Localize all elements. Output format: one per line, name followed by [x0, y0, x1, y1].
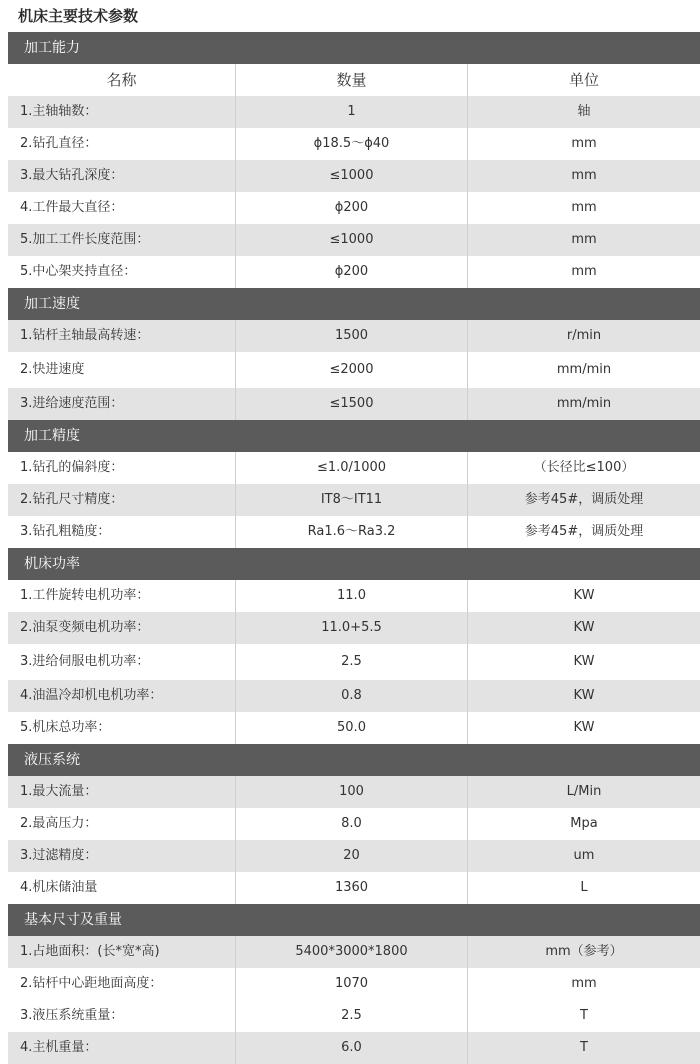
row-unit: KW: [573, 588, 595, 603]
row-unit: mm/min: [556, 362, 612, 377]
row-value: ϕ200: [236, 256, 468, 288]
row-name: 2.最高压力：: [8, 808, 236, 840]
row-name: 3.液压系统重量：: [8, 1000, 236, 1032]
row-name: 5.中心架夹持直径：: [8, 256, 236, 288]
table-row: [8, 840, 700, 872]
document-title: 机床主要技术参数: [18, 7, 139, 25]
table-row: [8, 96, 700, 128]
table-row: [8, 224, 700, 256]
table-row: [8, 968, 700, 1000]
table-row: [8, 160, 700, 192]
row-value: Ra1.6～Ra3.2: [236, 516, 468, 548]
row-value: ≤1500: [236, 388, 468, 420]
row-value: 2.5: [236, 644, 468, 680]
row-name: 4.机床储油量: [8, 872, 236, 904]
row-name: 2.快进速度: [8, 352, 236, 388]
row-unit: mm: [571, 264, 597, 279]
table-row: [8, 192, 700, 224]
column-header-name: 名称: [8, 64, 236, 96]
row-value: 6.0: [236, 1032, 468, 1064]
row-value: 1: [236, 96, 468, 128]
row-unit: mm: [571, 168, 597, 183]
row-unit: L: [580, 880, 588, 895]
row-value: ≤2000: [236, 352, 468, 388]
row-value: ϕ200: [236, 192, 468, 224]
row-unit: KW: [573, 620, 595, 635]
section-header-speed: 加工速度: [8, 288, 700, 320]
table-row: [8, 1000, 700, 1032]
section-header-precision: 加工精度: [8, 420, 700, 452]
table-row: [8, 712, 700, 744]
table-row: [8, 680, 700, 712]
section-header-hydraulic: 液压系统: [8, 744, 700, 776]
row-value: ≤1.0/1000: [236, 452, 468, 484]
row-unit: KW: [573, 720, 595, 735]
row-value: 5400*3000*1800: [236, 936, 468, 968]
row-name: 1.最大流量：: [8, 776, 236, 808]
row-unit: 轴: [577, 104, 591, 119]
row-value: 100: [236, 776, 468, 808]
row-name: 1.钻孔的偏斜度：: [8, 452, 236, 484]
table-row: [8, 808, 700, 840]
row-value: 20: [236, 840, 468, 872]
row-unit: T: [580, 1040, 588, 1055]
row-name: 2.钻杆中心距地面高度：: [8, 968, 236, 1000]
row-unit: mm: [571, 976, 597, 991]
row-unit: 参考45#，调质处理: [524, 524, 644, 539]
row-unit: um: [573, 848, 595, 863]
row-unit: L/Min: [566, 784, 602, 799]
row-name: 5.机床总功率：: [8, 712, 236, 744]
row-name: 3.最大钻孔深度：: [8, 160, 236, 192]
row-value: IT8～IT11: [236, 484, 468, 516]
row-value: ≤1000: [236, 160, 468, 192]
table-row: [8, 256, 700, 288]
row-name: 1.主轴轴数：: [8, 96, 236, 128]
row-name: 3.过滤精度：: [8, 840, 236, 872]
row-name: 2.油泵变频电机功率：: [8, 612, 236, 644]
row-value: ≤1000: [236, 224, 468, 256]
table-row: [8, 320, 700, 352]
row-value: ϕ18.5～ϕ40: [236, 128, 468, 160]
row-name: 3.钻孔粗糙度：: [8, 516, 236, 548]
row-name: 3.进给速度范围：: [8, 388, 236, 420]
row-name: 4.油温冷却机电机功率：: [8, 680, 236, 712]
table-row: [8, 516, 700, 548]
row-name: 1.占地面积：(长*宽*高): [8, 936, 236, 968]
row-value: 11.0: [236, 580, 468, 612]
row-unit: mm（参考）: [545, 944, 623, 959]
row-name: 4.工件最大直径：: [8, 192, 236, 224]
table-row: [8, 776, 700, 808]
table-row: [8, 936, 700, 968]
row-value: 8.0: [236, 808, 468, 840]
row-unit: r/min: [566, 328, 602, 343]
section-header-power: 机床功率: [8, 548, 700, 580]
row-name: 2.钻孔直径：: [8, 128, 236, 160]
column-header-quantity: 数量: [236, 64, 468, 96]
row-value: 50.0: [236, 712, 468, 744]
row-name: 2.钻孔尺寸精度：: [8, 484, 236, 516]
table-row: [8, 352, 700, 388]
row-value: 1500: [236, 320, 468, 352]
row-unit: KW: [573, 688, 595, 703]
row-name: 3.进给伺服电机功率：: [8, 644, 236, 680]
row-name: 1.钻杆主轴最高转速：: [8, 320, 236, 352]
row-unit: 参考45#，调质处理: [524, 492, 644, 507]
table-row: [8, 1032, 700, 1064]
row-value: 11.0+5.5: [236, 612, 468, 644]
row-unit: （长径比≤100）: [533, 460, 635, 475]
row-unit: mm: [571, 200, 597, 215]
section-header-dimensions: 基本尺寸及重量: [8, 904, 700, 936]
table-row: [8, 872, 700, 904]
row-value: 0.8: [236, 680, 468, 712]
row-value: 1070: [236, 968, 468, 1000]
column-header-unit: 单位: [568, 71, 599, 89]
row-unit: mm: [571, 232, 597, 247]
row-value: 1360: [236, 872, 468, 904]
table-row: [8, 612, 700, 644]
row-name: 5.加工工件长度范围：: [8, 224, 236, 256]
table-row: [8, 484, 700, 516]
table-row: [8, 452, 700, 484]
table-row: [8, 388, 700, 420]
row-name: 4.主机重量：: [8, 1032, 236, 1064]
row-unit: T: [580, 1008, 588, 1023]
row-value: 2.5: [236, 1000, 468, 1032]
table-row: [8, 644, 700, 680]
row-unit: mm/min: [556, 396, 612, 411]
row-unit: mm: [571, 136, 597, 151]
row-name: 1.工件旋转电机功率：: [8, 580, 236, 612]
table-row: [8, 128, 700, 160]
row-unit: Mpa: [570, 816, 598, 831]
section-header-capacity: 加工能力: [8, 32, 700, 64]
row-unit: KW: [573, 654, 595, 669]
column-header-row: [8, 64, 700, 96]
table-row: [8, 580, 700, 612]
